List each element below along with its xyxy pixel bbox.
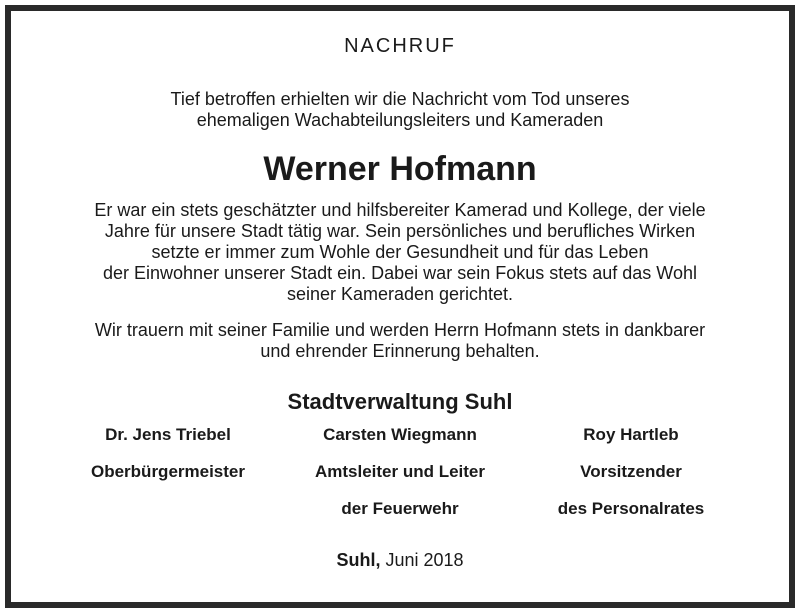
- place: Suhl,: [336, 550, 381, 570]
- date: Juni 2018: [385, 550, 464, 570]
- intro-text: [0, 89, 800, 131]
- signatory-title: der Feuerwehr: [341, 499, 459, 518]
- deceased-name: Werner Hofmann: [263, 150, 537, 188]
- signatory-title: des Personalrates: [557, 499, 705, 518]
- tribute-line: setzte er immer zum Wohle der Gesundheit und für das Leben: [151, 242, 649, 262]
- tribute-line: Er war ein stets geschätzter und hilfsbereiter Kamerad und Kollege, der viele: [94, 200, 706, 220]
- organization-name: Stadtverwaltung Suhl: [287, 389, 513, 414]
- tribute-line: Jahre für unsere Stadt tätig war. Sein persönliches und berufliches Wirken: [104, 221, 696, 241]
- signatory-name: Carsten Wiegmann: [323, 425, 477, 444]
- intro-line: Tief betroffen erhielten wir die Nachricht vom Tod unseres: [170, 89, 630, 109]
- signatory: [501, 423, 761, 534]
- mourning-line: und ehrender Erinnerung behalten.: [260, 341, 540, 361]
- signatory-name: Dr. Jens Triebel: [105, 425, 231, 444]
- signatory-title: Vorsitzender: [580, 462, 682, 481]
- notice-heading: NACHRUF: [344, 35, 456, 57]
- signatory-title: Amtsleiter und Leiter: [314, 462, 486, 481]
- signatory-name: Roy Hartleb: [583, 425, 679, 444]
- mourning-text: [0, 320, 800, 362]
- signatory-title: Oberbürgermeister: [91, 462, 245, 481]
- intro-line: ehemaligen Wachabteilungsleiters und Kameraden: [196, 110, 604, 130]
- signatory: [38, 423, 298, 497]
- tribute-line: der Einwohner unserer Stadt ein. Dabei war sein Fokus stets auf das Wohl: [103, 263, 697, 283]
- tribute-line: seiner Kameraden gerichtet.: [286, 284, 514, 304]
- mourning-line: Wir trauern mit seiner Familie und werden Herrn Hofmann stets in dankbarer: [94, 320, 706, 340]
- tribute-text: [0, 200, 800, 305]
- signatory: [270, 423, 530, 534]
- place-and-date: [0, 548, 800, 572]
